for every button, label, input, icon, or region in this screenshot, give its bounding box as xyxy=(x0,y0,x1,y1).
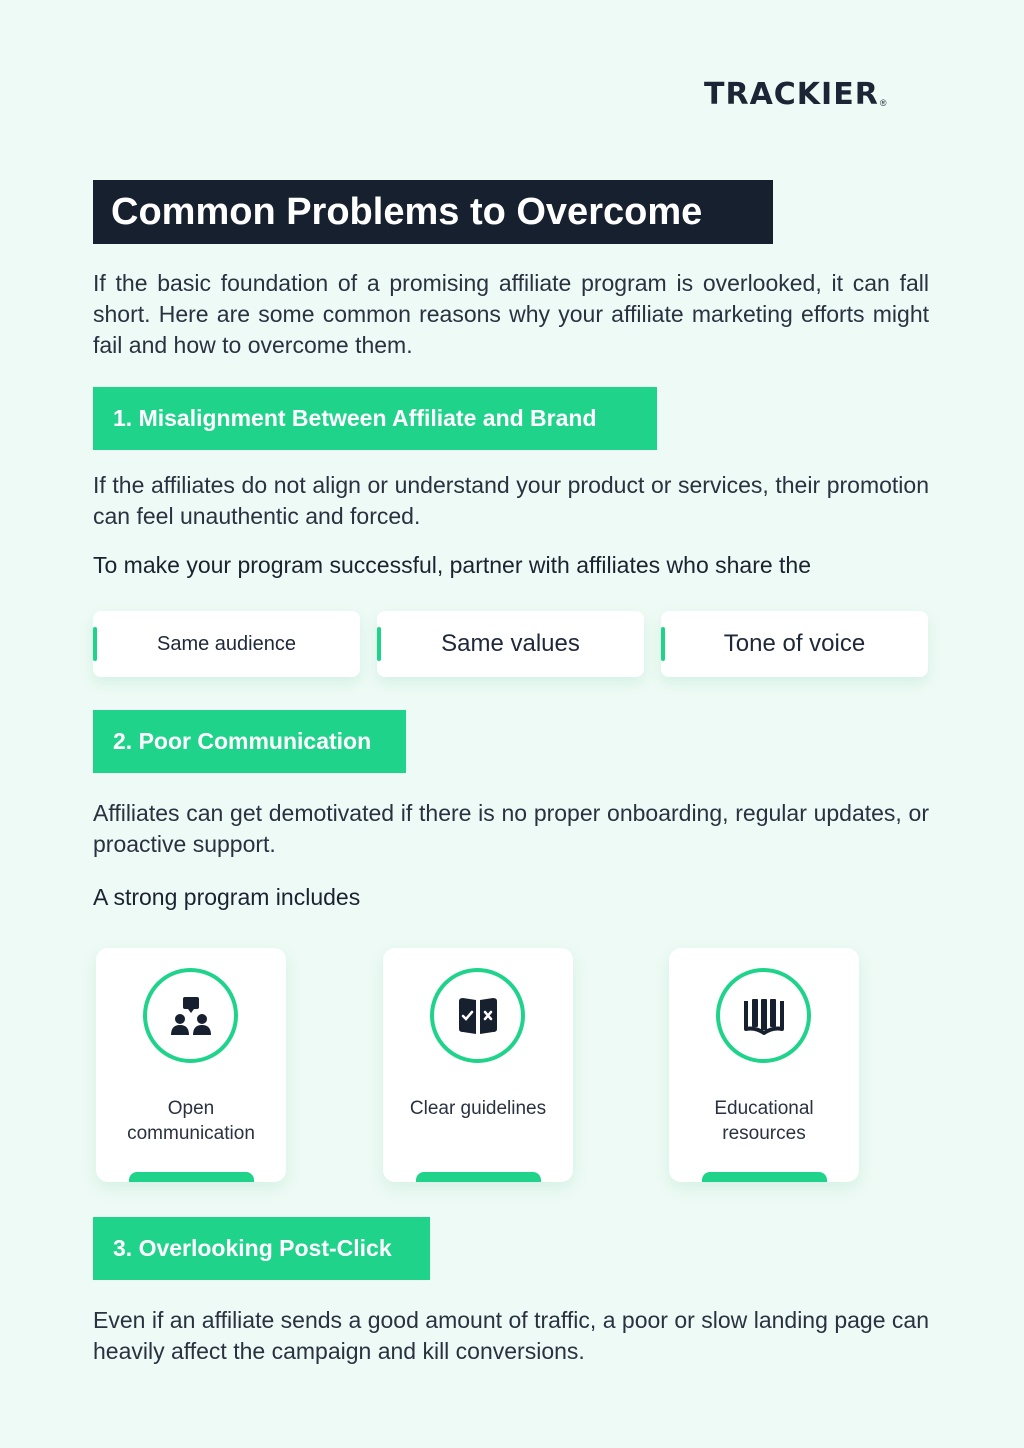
section1-lead: To make your program successful, partner with affiliates who share the xyxy=(93,552,812,578)
card-accent-tab xyxy=(129,1172,254,1182)
page-title: Common Problems to Overcome xyxy=(93,180,773,244)
people-chat-icon xyxy=(168,993,214,1039)
pill-accent-bar xyxy=(93,627,97,661)
trackier-logo xyxy=(704,77,887,112)
guidelines-book-icon xyxy=(455,993,501,1039)
card-label: Educational resources xyxy=(714,1098,814,1144)
book-icon xyxy=(741,993,787,1039)
card-open-communication xyxy=(96,948,286,1182)
card-label: Clear guidelines xyxy=(409,1098,547,1119)
card-accent-tab xyxy=(702,1172,827,1182)
intro-paragraph: If the basic foundation of a promising affiliate program is overlooked, it can fall short. Here are some common reasons why your affiliate marketing efforts might fail and how to overcome them. xyxy=(93,270,929,358)
pill-same-values xyxy=(377,611,644,677)
pill-accent-bar xyxy=(377,627,381,661)
card-educational-resources xyxy=(669,948,859,1182)
card-label: Open communication xyxy=(127,1098,255,1144)
section1-body: If the affiliates do not align or understand your product or services, their promotion can feel unauthentic and forced. xyxy=(93,472,929,529)
section1-heading: 1. Misalignment Between Affiliate and Brand xyxy=(93,387,657,450)
card-clear-guidelines xyxy=(383,948,573,1182)
card-accent-tab xyxy=(416,1172,541,1182)
pill-same-audience xyxy=(93,611,360,677)
pill-label: Tone of voice xyxy=(723,630,866,657)
icon-circle xyxy=(143,968,238,1063)
section2-lead: A strong program includes xyxy=(93,884,361,910)
section3-heading: 3. Overlooking Post-Click xyxy=(93,1217,430,1280)
section3-body: Even if an affiliate sends a good amount of traffic, a poor or slow landing page can heavily affect the campaign and kill conversions. xyxy=(93,1307,929,1364)
pill-label: Same audience xyxy=(157,632,296,655)
pill-label: Same values xyxy=(441,630,580,657)
icon-circle xyxy=(716,968,811,1063)
icon-circle xyxy=(430,968,525,1063)
section2-heading: 2. Poor Communication xyxy=(93,710,406,773)
logo-text: TRACKIER xyxy=(704,77,879,112)
registered-mark: ® xyxy=(879,98,887,108)
section2-body: Affiliates can get demotivated if there is no proper onboarding, regular updates, or proactive support. xyxy=(93,800,929,857)
pill-accent-bar xyxy=(661,627,665,661)
pill-tone-of-voice xyxy=(661,611,928,677)
